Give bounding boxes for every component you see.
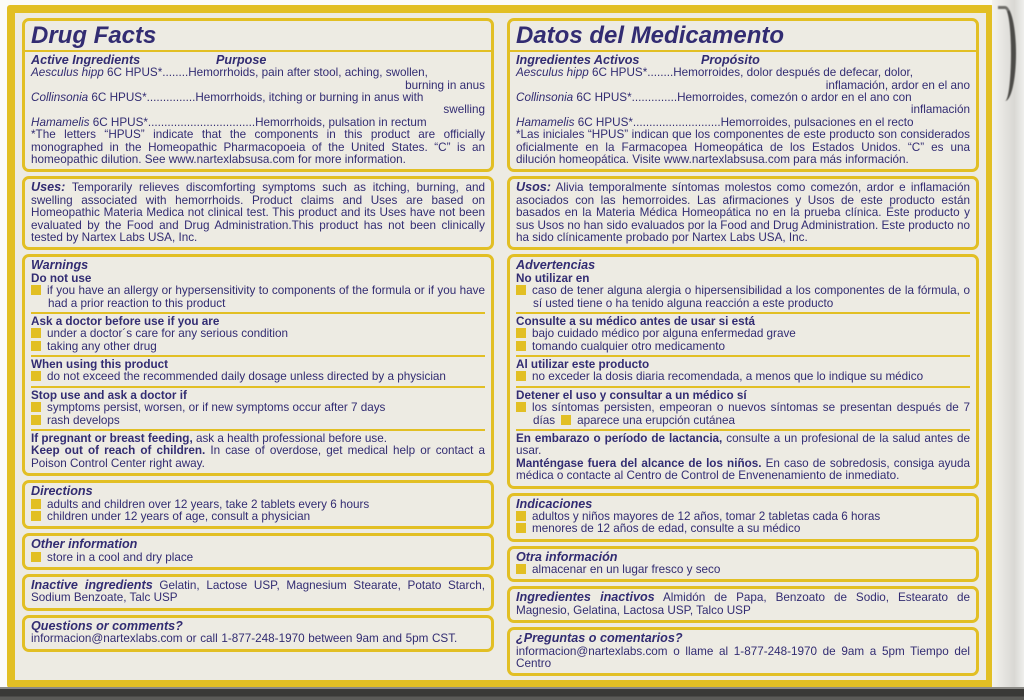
preguntas-title: ¿Preguntas o comentarios?: [516, 631, 683, 646]
preguntas-text: informacion@nartexlabs.com o llame al 1-877-248-1970 de 9am a 5pm Tiempo del Centro: [516, 644, 970, 670]
bullet-text: caso de tener alguna alergia o hipersensibilidad a los componentes de la fórmula, o sí usted tiene o ha tenido alguna reacción a este producto: [532, 284, 970, 310]
bullet-text: symptoms persist, worsen, or if new symptoms occur after 7 days: [47, 401, 386, 415]
bullet-text: if you have an allergy or hypersensitivity to components of the formula or if you have had a prior reaction to this product: [47, 284, 485, 310]
usos-label: Usos:: [516, 180, 551, 195]
ingredient-purpose: 6C HPUS*...........................Hemorroides, pulsaciones en el recto: [574, 115, 914, 129]
subheading-ask-doctor: Ask a doctor before use if you are: [31, 314, 220, 328]
ingredient-row: [516, 67, 970, 92]
bullet-item: [516, 402, 970, 427]
bullet-text: no exceder la dosis diaria recomendada, a menos que lo indique su médico: [532, 370, 924, 384]
bullet-text: store in a cool and dry place: [47, 550, 194, 564]
bullet-item: [516, 523, 970, 535]
bullet-text: almacenar en un lugar fresco y seco: [532, 563, 721, 577]
hpus-footnote: *The letters “HPUS” indicate that the components in this product are officially monographed in the Homeopathic Pharmacopoeia of the United States. “C” is an homeopathic dilution. See www.nartexlabsusa.com for more information.: [31, 128, 485, 167]
ingredient-purpose-cont: inflamación: [910, 103, 970, 117]
inactive-ingredients-label: Inactive ingredients: [31, 578, 153, 593]
bullet-square-icon: [516, 285, 526, 295]
mantengase-note: [516, 458, 970, 483]
bullet-square-icon: [31, 552, 41, 562]
section-datos-header: [507, 18, 979, 172]
embarazo-text: consulte a un profesional de la salud antes de usar.: [516, 432, 970, 458]
section-drug-facts-header: [22, 18, 494, 172]
ingredient-name: Aesculus hipp: [31, 66, 104, 80]
bullet-item: [31, 341, 485, 353]
subheading-detener: Detener el uso y consultar a un médico sí: [516, 388, 747, 402]
bullet-item: [31, 552, 485, 564]
bullet-item: [31, 371, 485, 383]
ingredient-purpose-cont: swelling: [443, 103, 485, 117]
title-rule: [510, 50, 976, 52]
bullet-square-icon: [516, 402, 526, 412]
divider: [516, 386, 970, 388]
section-usos: [507, 176, 979, 250]
section-indicaciones: [507, 493, 979, 542]
bullet-square-icon: [31, 499, 41, 509]
ingredient-name: Hamamelis: [516, 115, 575, 129]
package-flap-shadow: [998, 6, 1016, 101]
divider: [516, 312, 970, 314]
divider: [31, 429, 485, 431]
warnings-title: Warnings: [31, 258, 89, 273]
bullet-square-icon: [516, 523, 526, 533]
bullet-item: [31, 415, 485, 427]
active-ingredients-header: [516, 54, 970, 67]
spanish-column: [507, 18, 979, 675]
mantengase-lead: Manténgase fuera del alcance de los niños.: [516, 456, 762, 470]
section-warnings: [22, 254, 494, 476]
embarazo-note: [516, 433, 970, 458]
section-preguntas: [507, 627, 979, 676]
bullet-square-icon: [516, 328, 526, 338]
section-directions: [22, 480, 494, 529]
ingredient-purpose: 6C HPUS*..............Hemorroides, comezón o ardor en el ano con: [573, 91, 912, 105]
advertencias-title: Advertencias: [516, 258, 596, 273]
bullet-square-icon: [31, 415, 41, 425]
bullet-square-icon: [31, 402, 41, 412]
package-side-edge: [992, 0, 1024, 688]
ingredient-purpose-cont: inflamación, ardor en el ano: [825, 78, 970, 92]
bullet-text: taking any other drug: [47, 339, 157, 353]
bullet-square-icon: [561, 415, 571, 425]
uses-label: Uses:: [31, 180, 66, 195]
bullet-item: [516, 341, 970, 353]
usos-text: Alivia temporalmente síntomas molestos como comezón, ardor e inflamación asociados con las hemorroides. Las afirmaciones y Usos de este producto están basados en la Materia Médica Homeopática no en la prueba clínica. Este producto y sus Usos no han sido evaluados por la Food and Drug Administration. Este producto no ha sido clínicamente probado por Nartex Labs USA, Inc.: [516, 181, 970, 244]
subheading-consulte: Consulte a su médico antes de usar si está: [516, 314, 756, 328]
subheading-do-not-use: Do not use: [31, 271, 92, 285]
ingredient-name: Aesculus hipp: [516, 66, 589, 80]
bullet-item: [31, 285, 485, 310]
english-column: [22, 18, 494, 675]
divider: [516, 355, 970, 357]
bullet-square-icon: [516, 341, 526, 351]
proposito-label: Propósito: [701, 52, 760, 67]
bullet-text: rash develops: [47, 413, 120, 427]
bullet-text: adults and children over 12 years, take 2 tablets every 6 hours: [47, 497, 370, 511]
bullet-square-icon: [31, 328, 41, 338]
other-information-title: Other information: [31, 537, 138, 552]
drug-facts-title: Drug Facts: [31, 22, 157, 49]
ingredientes-activos-label: Ingredientes Activos: [516, 52, 640, 67]
bullet-square-icon: [31, 511, 41, 521]
bullet-item: [516, 371, 970, 383]
bullet-text: aparece una erupción cutánea: [577, 413, 735, 427]
package-bottom-shadow: [0, 687, 1024, 700]
ingredient-purpose-cont: burning in anus: [405, 78, 485, 92]
ingredient-name: Collinsonia: [31, 91, 89, 105]
section-other-information: [22, 533, 494, 570]
section-ingredientes-inactivos: [507, 586, 979, 623]
ingredientes-inactivos-label: Ingredientes inactivos: [516, 590, 655, 605]
keep-out-text: In case of overdose, get medical help or contact a Poison Control Center right away.: [31, 444, 485, 470]
drug-facts-panel: [7, 5, 994, 688]
ingredient-purpose: 6C HPUS*........Hemorrhoids, pain after stool, aching, swollen,: [103, 66, 428, 80]
ingredient-purpose: 6C HPUS*.................................Hemorrhoids, pulsation in rectum: [89, 115, 427, 129]
ingredient-purpose: 6C HPUS*...............Hemorrhoids, itching or burning in anus with: [88, 91, 424, 105]
title-rule: [25, 50, 491, 52]
purpose-label: Purpose: [216, 52, 267, 67]
embarazo-lead: En embarazo o período de lactancia,: [516, 432, 723, 446]
bullet-text: adultos y niños mayores de 12 años, tomar 2 tabletas cada 6 horas: [532, 509, 881, 523]
divider: [516, 429, 970, 431]
subheading-when-using: When using this product: [31, 358, 168, 372]
active-ingredients-header: [31, 54, 485, 67]
inactive-ingredients-text: Gelatin, Lactose USP, Magnesium Stearate, Potato Starch, Sodium Benzoate, Talc USP: [31, 579, 486, 605]
divider: [31, 312, 485, 314]
bullet-square-icon: [31, 371, 41, 381]
bullet-square-icon: [516, 371, 526, 381]
keep-out-note: [31, 445, 485, 470]
section-questions: [22, 615, 494, 652]
pregnant-lead: If pregnant or breast feeding,: [31, 432, 193, 446]
section-uses: [22, 176, 494, 250]
bullet-text: bajo cuidado médico por alguna enfermedad grave: [532, 327, 796, 341]
bullet-text: under a doctor´s care for any serious condition: [47, 327, 289, 341]
ingredient-name: Collinsonia: [516, 91, 574, 105]
keep-out-lead: Keep out of reach of children.: [31, 444, 206, 458]
section-otra-informacion: [507, 546, 979, 583]
bullet-square-icon: [516, 564, 526, 574]
directions-title: Directions: [31, 484, 93, 499]
pregnant-text: ask a health professional before use.: [195, 432, 387, 446]
bullet-text: los síntomas persisten, empeoran o nuevos síntomas se presentan después de 7 días: [532, 401, 970, 427]
ingredient-name: Hamamelis: [31, 115, 90, 129]
questions-text: informacion@nartexlabs.com or call 1-877-248-1970 between 9am and 5pm CST.: [31, 632, 458, 646]
bullet-item: [516, 285, 970, 310]
bullet-text: menores de 12 años de edad, consulte a su médico: [532, 522, 801, 536]
divider: [31, 386, 485, 388]
bullet-text: tomando cualquier otro medicamento: [532, 339, 725, 353]
bullet-square-icon: [31, 341, 41, 351]
active-ingredients-label: Active Ingredients: [31, 52, 141, 67]
subheading-no-utilizar: No utilizar en: [516, 271, 590, 285]
indicaciones-title: Indicaciones: [516, 496, 593, 511]
bullet-square-icon: [31, 285, 41, 295]
bullet-text: do not exceed the recommended daily dosage unless directed by a physician: [47, 370, 446, 384]
section-inactive-ingredients: [22, 574, 494, 611]
ingredientes-inactivos-text: Almidón de Papa, Benzoato de Sodio, Estearato de Magnesio, Gelatina, Lactosa USP, Talco USP: [516, 591, 970, 617]
ingredient-purpose: 6C HPUS*........Hemorroides, dolor después de defecar, dolor,: [588, 66, 913, 80]
otra-informacion-title: Otra información: [516, 549, 618, 564]
section-advertencias: [507, 254, 979, 488]
hpus-footnote: *Las iniciales “HPUS” indican que los componentes de este producto son considerados oficialmente en la Farmacopea Homeopática de los Estados Unidos. “C” es una dilución homeopática. Visite www.nartexlabsusa.com para más información.: [516, 128, 970, 167]
bullet-text: children under 12 years of age, consult a physician: [47, 509, 311, 523]
datos-title: Datos del Medicamento: [516, 22, 785, 49]
divider: [31, 355, 485, 357]
ingredient-row: [31, 92, 485, 117]
bullet-item: [516, 564, 970, 576]
uses-text: Temporarily relieves discomforting symptoms such as itching, burning, and swelling associated with hemorrhoids. Product claims and Uses are based on Homeopathic Materia Medica not clinical test. This product and its Uses have not been evaluated by the Food and Drug Administration.This product has not been clinically tested by Nartex Labs USA, Inc.: [31, 181, 485, 244]
ingredient-row: [31, 67, 485, 92]
ingredient-row: [516, 92, 970, 117]
bullet-square-icon: [516, 511, 526, 521]
subheading-stop-use: Stop use and ask a doctor if: [31, 388, 187, 402]
questions-title: Questions or comments?: [31, 618, 183, 633]
mantengase-text: En caso de sobredosis, consiga ayuda médica o contacte al Centro de Control de Envenenamiento de inmediato.: [516, 456, 970, 483]
subheading-al-utilizar: Al utilizar este producto: [516, 358, 650, 372]
bullet-item: [31, 511, 485, 523]
